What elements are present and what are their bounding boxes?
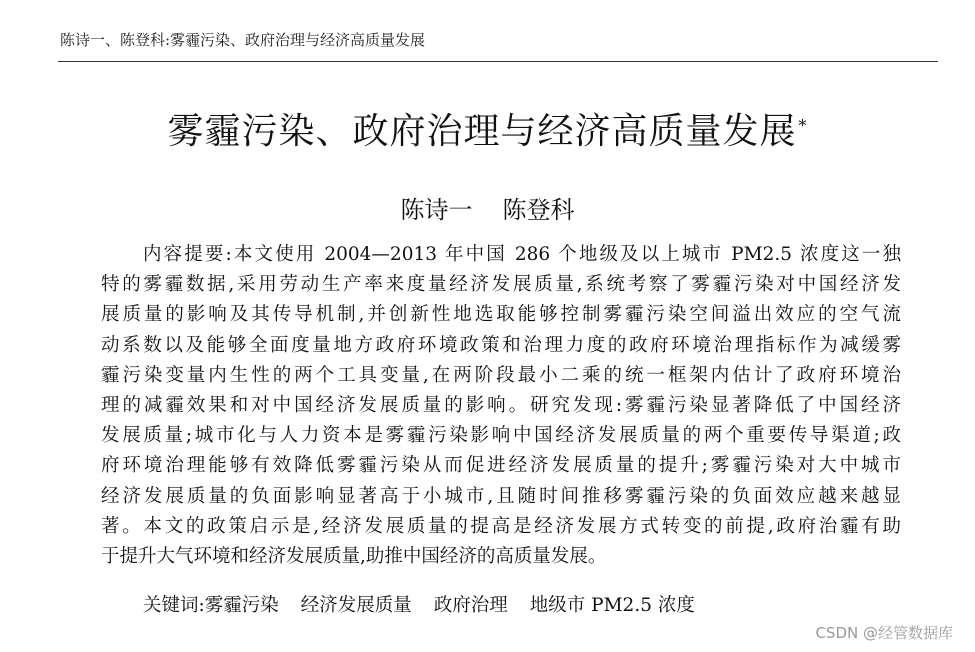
abstract-line: 动系数以及能够全面度量地方政府环境政策和治理力度的政府环境治理指标作为减缓雾	[101, 334, 901, 356]
watermark: CSDN @经管数据库	[815, 624, 953, 642]
paper-title	[0, 108, 975, 156]
keywords-label: 关键词:	[143, 595, 205, 616]
abstract-line: 经济发展质量的负面影响显著高于小城市,且随时间推移雾霾污染的负面效应越来越显	[101, 485, 901, 507]
title-footnote-mark: *	[798, 116, 808, 135]
abstract-line: 霾污染变量内生性的两个工具变量,在两阶段最小二乘的统一框架内估计了政府环境治	[101, 364, 901, 386]
title-text: 雾霾污染、政府治理与经济高质量发展	[167, 111, 797, 152]
author-name: 陈登科	[502, 196, 575, 224]
abstract-line: 发展质量;城市化与人力资本是雾霾污染影响中国经济发展质量的两个重要传导渠道;政	[101, 425, 901, 447]
keyword: 政府治理	[433, 595, 508, 616]
abstract-line: 府环境治理能够有效降低雾霾污染从而促进经济发展质量的提升;雾霾污染对大中城市	[101, 455, 901, 477]
abstract-line: 特的雾霾数据,采用劳动生产率来度量经济发展质量,系统考察了雾霾污染对中国经济发	[101, 274, 901, 296]
authors	[0, 194, 975, 226]
keywords	[143, 592, 717, 620]
abstract	[101, 240, 901, 572]
abstract-line: 于提升大气环境和经济发展质量,助推中国经济的高质量发展。	[101, 546, 607, 568]
abstract-line: 著。本文的政策启示是,经济发展质量的提高是经济发展方式转变的前提,政府治霾有助	[101, 515, 901, 537]
abstract-line: 展质量的影响及其传导机制,并创新性地选取能够控制雾霾污染空间溢出效应的空气流	[101, 304, 901, 326]
author-name: 陈诗一	[400, 196, 473, 224]
header-rule	[58, 61, 938, 62]
abstract-line: 内容提要:本文使用 2004—2013 年中国 286 个地级及以上城市 PM2.5 浓度这一独	[143, 244, 901, 265]
keyword: 雾霾污染	[204, 595, 279, 616]
abstract-line: 理的减霾效果和对中国经济发展质量的影响。研究发现:雾霾污染显著降低了中国经济	[101, 395, 901, 417]
running-head: 陈诗一、陈登科:雾霾污染、政府治理与经济高质量发展	[60, 31, 426, 49]
keyword: 地级市 PM2.5 浓度	[529, 595, 695, 616]
keyword: 经济发展质量	[300, 595, 412, 616]
